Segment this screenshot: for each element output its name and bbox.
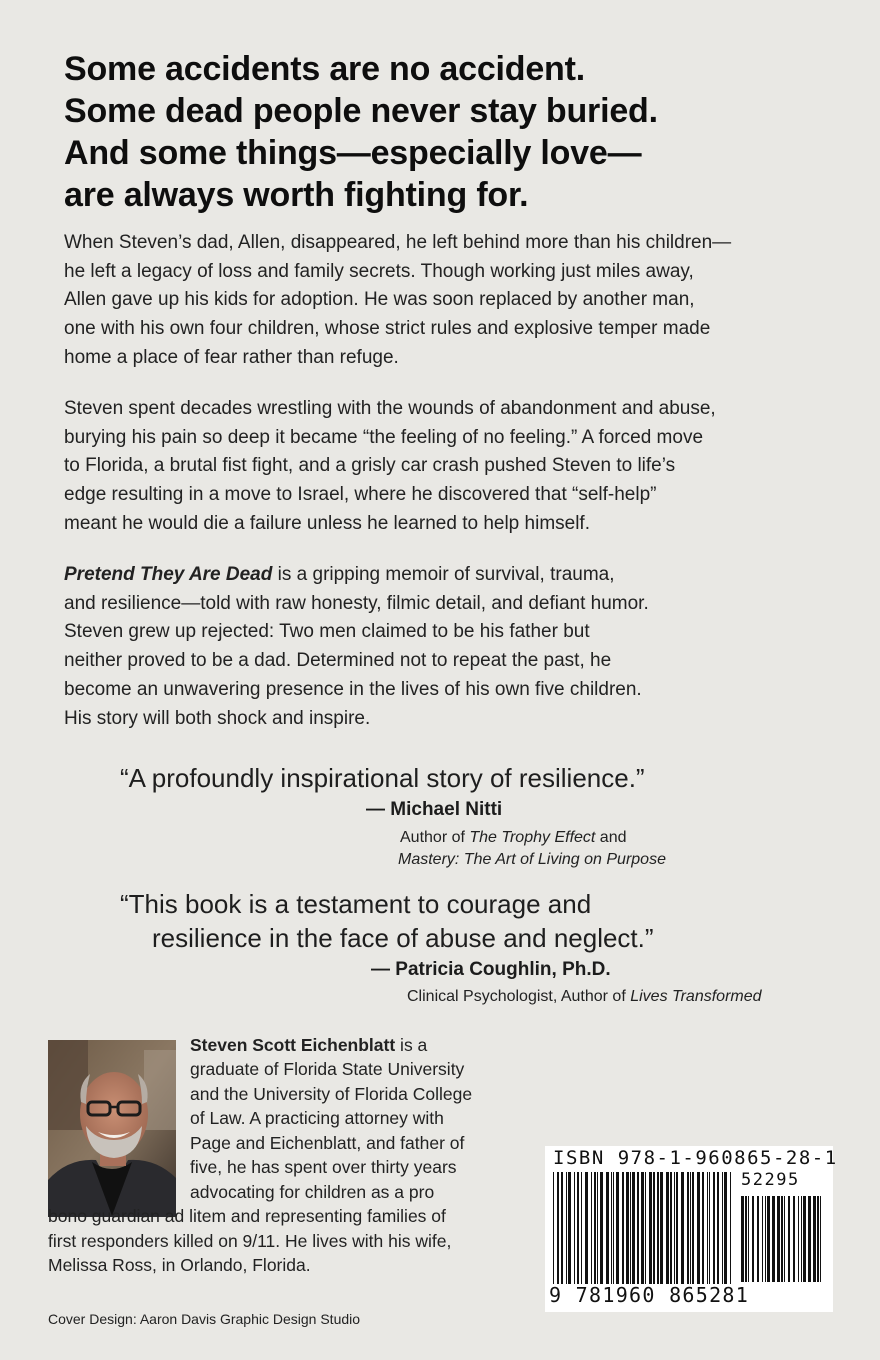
text-line: he left a legacy of loss and family secrets. Though working just miles away,	[64, 260, 694, 282]
ean-digits: 9 781960 865281	[549, 1283, 750, 1307]
text-span: is a	[395, 1035, 428, 1055]
cover-design-credit: Cover Design: Aaron Davis Graphic Design Studio	[48, 1311, 361, 1327]
synopsis-paragraph-2	[64, 395, 824, 539]
author-portrait	[48, 1040, 176, 1217]
barcode-bar	[741, 1196, 744, 1282]
barcode-bar	[666, 1172, 669, 1284]
barcode-bar	[630, 1172, 631, 1284]
barcode-bar	[653, 1172, 655, 1284]
bio-line: Page and Eichenblatt, and father of	[190, 1133, 465, 1153]
text-line: Steven grew up rejected: Two men claimed to be his father but	[64, 621, 590, 643]
barcode-bar	[561, 1172, 563, 1284]
isbn-number: ISBN 978-1-960865-28-1	[553, 1147, 838, 1169]
text-line: one with his own four children, whose strict rules and explosive temper made	[64, 318, 711, 340]
barcode-bar	[568, 1172, 571, 1284]
barcode-bar	[641, 1172, 644, 1284]
headline-line: Some dead people never stay buried.	[64, 92, 658, 130]
text-span: and	[595, 829, 627, 846]
barcode-bar	[574, 1172, 575, 1284]
barcode-bar	[713, 1172, 715, 1284]
barcode-bar	[657, 1172, 659, 1284]
headline	[64, 48, 844, 216]
barcode-bar	[709, 1172, 710, 1284]
barcode-bar	[762, 1196, 763, 1282]
text-line: meant he would die a failure unless he learned to help himself.	[64, 512, 590, 534]
barcode-bar	[594, 1172, 596, 1284]
book-title: Lives Transformed	[630, 988, 762, 1005]
barcode-bar	[600, 1172, 603, 1284]
addon-barcode-bars	[741, 1196, 823, 1282]
barcode-bar	[581, 1172, 582, 1284]
text-line: burying his pain so deep it became “the feeling of no feeling.” A forced move	[64, 426, 704, 448]
barcode-bar	[722, 1172, 723, 1284]
barcode-bar	[781, 1196, 783, 1282]
barcode-bar	[748, 1196, 749, 1282]
barcode-bar	[577, 1172, 579, 1284]
blurb-1-credential-2	[398, 849, 666, 871]
barcode-bar	[676, 1172, 678, 1284]
blurb-2-quote-line-2: resilience in the face of abuse and neglect.”	[152, 923, 654, 953]
text-span: Author of	[400, 829, 470, 846]
barcode-bar	[597, 1172, 598, 1284]
barcode-bar	[788, 1196, 790, 1282]
synopsis-paragraph-1	[64, 229, 824, 373]
text-line: When Steven’s dad, Allen, disappeared, he left behind more than his children—	[64, 232, 732, 253]
barcode-bar	[784, 1196, 785, 1282]
headline-line: Some accidents are no accident.	[64, 50, 585, 88]
barcode-bar	[757, 1196, 759, 1282]
book-title: Pretend They Are Dead	[64, 564, 273, 585]
barcode-bar	[724, 1172, 727, 1284]
blurb-2-quote-line-1: “This book is a testament to courage and	[120, 889, 592, 919]
text-line: neither proved to be a dad. Determined not to repeat the past, he	[64, 650, 612, 672]
isbn-barcode	[545, 1146, 838, 1312]
bio-line: of Law. A practicing attorney with	[190, 1108, 444, 1128]
barcode-bar	[730, 1172, 731, 1284]
barcode-bar	[649, 1172, 652, 1284]
barcode-bar	[777, 1196, 780, 1282]
barcode-bar	[660, 1172, 663, 1284]
text-line: to Florida, a brutal fist fight, and a grisly car crash pushed Steven to life’s	[64, 455, 676, 477]
barcode-bar	[626, 1172, 629, 1284]
barcode-bar	[745, 1196, 747, 1282]
barcode-bar	[553, 1172, 554, 1284]
barcode-bar	[772, 1196, 775, 1282]
text-line: His story will both shock and inspire.	[64, 707, 371, 729]
barcode-bar	[632, 1172, 635, 1284]
text-line: and resilience—told with raw honesty, filmic detail, and defiant humor.	[64, 592, 649, 614]
barcode-bar	[645, 1172, 646, 1284]
barcode-bar	[687, 1172, 689, 1284]
barcode-bar	[767, 1196, 770, 1282]
barcode-bar	[752, 1196, 754, 1282]
barcode-bar	[616, 1172, 619, 1284]
bio-line: advocating for children as a pro	[190, 1182, 435, 1202]
barcode-bar	[820, 1196, 821, 1282]
headline-line: And some things—especially love—	[64, 134, 642, 172]
blurb-2-author: — Patricia Coughlin, Ph.D.	[371, 959, 611, 980]
author-photo	[48, 1040, 176, 1217]
barcode-bar	[613, 1172, 614, 1284]
barcode-bar	[606, 1172, 609, 1284]
book-title: Mastery: The Art of Living on Purpose	[398, 851, 666, 868]
barcode-bar	[798, 1196, 799, 1282]
text-line	[64, 561, 824, 590]
price-code: 52295	[741, 1170, 800, 1190]
barcode-bar	[707, 1172, 708, 1284]
bio-line	[190, 1033, 427, 1057]
barcode-bar	[808, 1196, 811, 1282]
ean-barcode-bars	[553, 1172, 735, 1284]
barcode-bar	[702, 1172, 704, 1284]
bio-line: first responders killed on 9/11. He lives with his wife,	[48, 1231, 452, 1251]
barcode-bar	[692, 1172, 694, 1284]
bio-line: Melissa Ross, in Orlando, Florida.	[48, 1255, 311, 1275]
book-title: The Trophy Effect	[469, 829, 596, 846]
barcode-bar	[717, 1172, 719, 1284]
text-line: home a place of fear rather than refuge.	[64, 346, 399, 368]
barcode-bar	[566, 1172, 567, 1284]
barcode-bar	[813, 1196, 816, 1282]
author-name: Steven Scott Eichenblatt	[190, 1035, 396, 1055]
barcode-bar	[674, 1172, 675, 1284]
blurb-1-credential	[400, 827, 627, 849]
barcode-bar	[793, 1196, 795, 1282]
text-line: become an unwavering presence in the lives of his own five children.	[64, 678, 642, 700]
text-line: Allen gave up his kids for adoption. He was soon replaced by another man,	[64, 289, 695, 311]
barcode-bar	[557, 1172, 559, 1284]
barcode-bar	[801, 1196, 802, 1282]
blurb-2-credential	[407, 986, 762, 1008]
barcode-bar	[765, 1196, 766, 1282]
barcode-bar	[585, 1172, 588, 1284]
bio-line: bono guardian ad litem and representing families of	[48, 1206, 446, 1226]
barcode-bar	[611, 1172, 612, 1284]
text-line: edge resulting in a move to Israel, where he discovered that “self-help”	[64, 484, 657, 506]
headline-line: are always worth fighting for.	[64, 176, 529, 214]
barcode-bar	[670, 1172, 672, 1284]
blurb-1-author: — Michael Nitti	[366, 799, 503, 820]
barcode-bar	[817, 1196, 819, 1282]
barcode-bar	[803, 1196, 806, 1282]
barcode-bar	[690, 1172, 691, 1284]
barcode-bar	[637, 1172, 639, 1284]
synopsis-paragraph-3	[64, 561, 824, 733]
bio-line: and the University of Florida College	[190, 1084, 473, 1104]
text-span: Clinical Psychologist, Author of	[407, 988, 631, 1005]
barcode-bar	[681, 1172, 684, 1284]
text-line: Steven spent decades wrestling with the wounds of abandonment and abuse,	[64, 398, 716, 419]
barcode-bar	[622, 1172, 624, 1284]
barcode-bar	[697, 1172, 700, 1284]
blurb-1-quote: “A profoundly inspirational story of resilience.”	[120, 763, 645, 793]
bio-line: graduate of Florida State University	[190, 1059, 465, 1079]
bio-line: five, he has spent over thirty years	[190, 1157, 457, 1177]
barcode-bar	[591, 1172, 592, 1284]
text-span: is a gripping memoir of survival, trauma,	[272, 564, 615, 585]
